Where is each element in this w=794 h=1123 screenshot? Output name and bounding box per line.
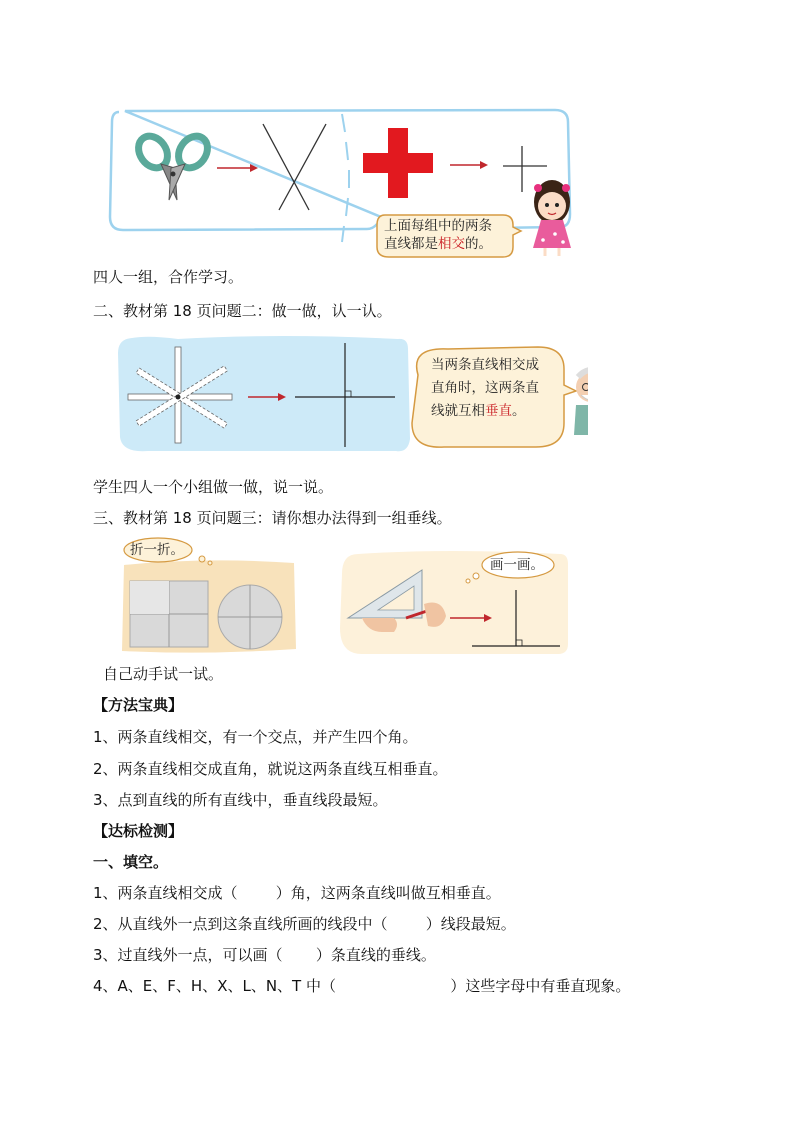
- bubble-2-line-2: 直角时，这两条直: [431, 380, 539, 396]
- bubble-1-highlight: 相交: [438, 236, 465, 252]
- folded-circle-paper: [218, 585, 282, 649]
- question-1: 1、两条直线相交成（ ）角，这两条直线叫做互相垂直。: [93, 884, 501, 902]
- bubble-1-line-1: 上面每组中的两条: [384, 218, 492, 234]
- fold-label: 折一折。: [130, 542, 184, 558]
- question-4: 4、A、E、F、H、X、L、N、T 中（ ）这些字母中有垂直现象。: [93, 977, 631, 995]
- test-title: 【达标检测】: [93, 822, 184, 840]
- method-item-3: 3、点到直线的所有直线中，垂直线段最短。: [93, 791, 388, 809]
- question-2: 2、从直线外一点到这条直线所画的线段中（ ）线段最短。: [93, 915, 516, 933]
- question-3: 3、过直线外一点，可以画（ ）条直线的垂线。: [93, 946, 436, 964]
- text-try-yourself: 自己动手试一试。: [103, 665, 224, 683]
- bubble-1-line-2: 直线都是相交的。: [384, 236, 492, 252]
- bubble-2-line-3: 线就互相垂直。: [431, 403, 526, 419]
- section-3-heading: 三、教材第 18 页问题三：请你想办法得到一组垂线。: [93, 509, 452, 527]
- method-title: 【方法宝典】: [93, 696, 184, 714]
- method-item-1: 1、两条直线相交，有一个交点，并产生四个角。: [93, 728, 418, 746]
- text-group-work: 学生四人一个小组做一做，说一说。: [93, 478, 334, 496]
- draw-label: 画一画。: [490, 557, 544, 573]
- text-cooperative-learning: 四人一组，合作学习。: [93, 268, 244, 286]
- fill-title: 一、填空。: [93, 853, 169, 871]
- bubble-2-line-1: 当两条直线相交成: [431, 357, 539, 373]
- grandpa-character-icon: [574, 370, 588, 435]
- method-item-2: 2、两条直线相交成直角，就说这两条直线互相垂直。: [93, 760, 448, 778]
- bubble-2-highlight: 垂直: [485, 403, 512, 419]
- speech-bubble-1: [375, 209, 515, 257]
- section-2-heading: 二、教材第 18 页问题二：做一做，认一认。: [93, 302, 392, 320]
- folded-square-paper: [130, 581, 208, 647]
